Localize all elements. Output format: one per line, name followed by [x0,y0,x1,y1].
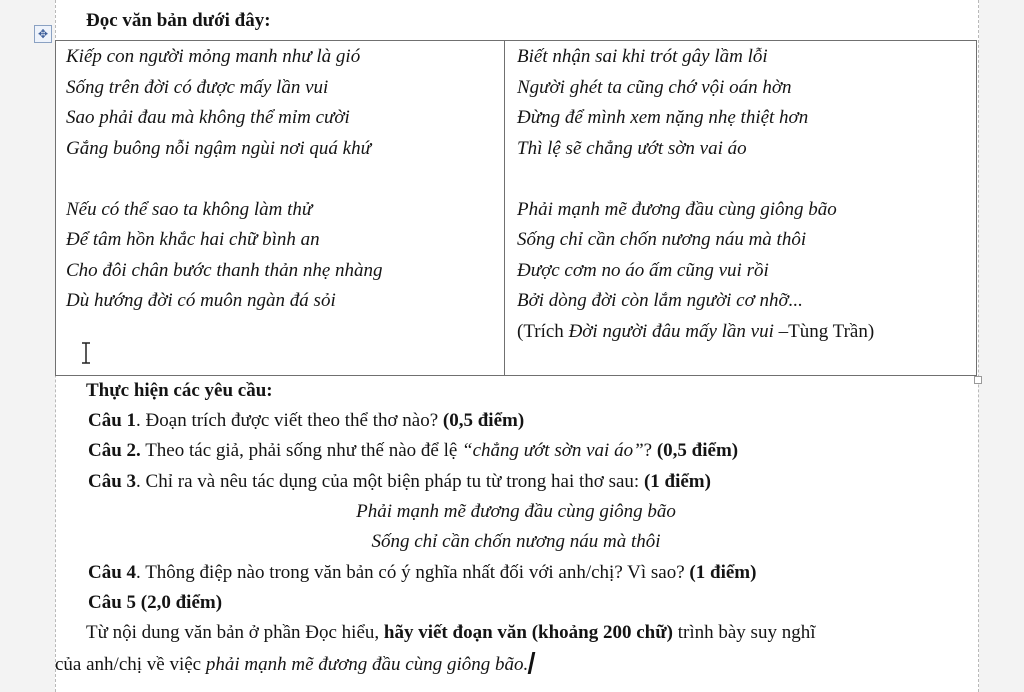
essay-prompt-line-1 [86,622,815,644]
question-label: Câu 4 [88,562,137,583]
question-5 [88,592,222,614]
question-text-after: ? [643,440,657,461]
prompt-text: trình bày suy nghĩ [672,622,816,643]
question-points: (0,5 điểm) [442,410,525,431]
tasks-title: Thực hiện các yêu cầu: [86,380,273,401]
question-label: Câu 3 [88,471,137,492]
poem-source [517,317,976,348]
question-label: Câu 1 [88,410,137,431]
question-2 [88,440,738,462]
quoted-verse-line: Sống chỉ cần chốn nương náu mà thôi [371,531,661,552]
quoted-verse-line: Phải mạnh mẽ đương đầu cùng giông bão [356,501,676,522]
poem-line: Sống chỉ cần chốn nương náu mà thôi [517,229,807,250]
question-quote: “chẳng ướt sờn vai áo” [462,440,644,461]
question-text: Theo tác giả, phải sống như thế nào để lệ [140,440,463,461]
poem-line: Đừng để mình xem nặng nhẹ thiệt hơn [517,107,809,128]
poem-left-column[interactable] [56,41,505,376]
prompt-topic: phải mạnh mẽ đương đầu cùng giông bão. [205,654,529,675]
poem-line: Để tâm hồn khắc hai chữ bình an [66,229,320,250]
essay-prompt-line-2 [55,652,533,676]
question-text: . Chỉ ra và nêu tác dụng của một biện pháp tu từ trong hai thơ sau: [136,471,644,492]
stanza-gap [517,164,976,195]
question-label: Câu 2. [88,440,141,461]
question-4 [88,562,756,584]
stanza-gap [66,164,504,195]
poem-line: Cho đôi chân bước thanh thản nhẹ nhàng [66,259,383,281]
poem-line: Dù hướng đời có muôn ngàn đá sỏi [66,290,336,311]
question-points: (0,5 điểm) [656,440,739,461]
poem-line: Sao phải đau mà không thể mỉm cười [66,107,350,128]
prompt-text: Từ nội dung văn bản ở phần Đọc hiểu, [86,622,384,643]
prompt-text: của anh/chị về việc [55,654,206,675]
source-prefix: (Trích [517,320,569,342]
question-1 [88,410,524,432]
poem-line: Biết nhận sai khi trót gây lầm lỗi [517,46,768,67]
poem-table[interactable] [55,40,977,376]
poem-right-column[interactable] [505,41,977,376]
question-text: . Thông điệp nào trong văn bản có ý nghĩa nhất đối với anh/chị? Vì sao? [136,562,690,583]
poem-line: Nếu có thể sao ta không làm thử [66,198,313,220]
source-author: –Tùng Trần) [773,320,875,342]
poem-line: Kiếp con người mỏng manh như là gió [66,46,361,67]
poem-line: Sống trên đời có được mấy lần vui [66,76,329,98]
poem-line: Người ghét ta cũng chớ vội oán hờn [517,76,792,98]
question-3 [88,471,711,493]
source-title: Đời người đâu mấy lần vui [568,320,774,342]
section-heading: Đọc văn bản dưới đây: [86,10,271,31]
poem-line: Thì lệ sẽ chẳng ướt sờn vai áo [517,137,747,159]
table-move-handle-icon[interactable]: ✥ [34,25,52,43]
question-points: (1 điểm) [689,562,757,583]
poem-line: Phải mạnh mẽ đương đầu cùng giông bão [517,198,837,220]
ibeam-cursor-icon [80,342,92,364]
question-points: (1 điểm) [643,471,711,492]
prompt-emphasis: hãy viết đoạn văn (khoảng 200 chữ) [383,622,673,643]
question-label: Câu 5 (2,0 điểm) [88,592,223,613]
poem-line: Gắng buông nỗi ngậm ngùi nơi quá khứ [66,137,371,159]
poem-line: Được cơm no áo ấm cũng vui rồi [517,259,769,281]
question-text: . Đoạn trích được viết theo thể thơ nào? [136,410,443,431]
table-resize-handle-icon[interactable] [974,376,982,384]
poem-line: Bởi dòng đời còn lắm người cơ nhỡ... [517,290,803,311]
